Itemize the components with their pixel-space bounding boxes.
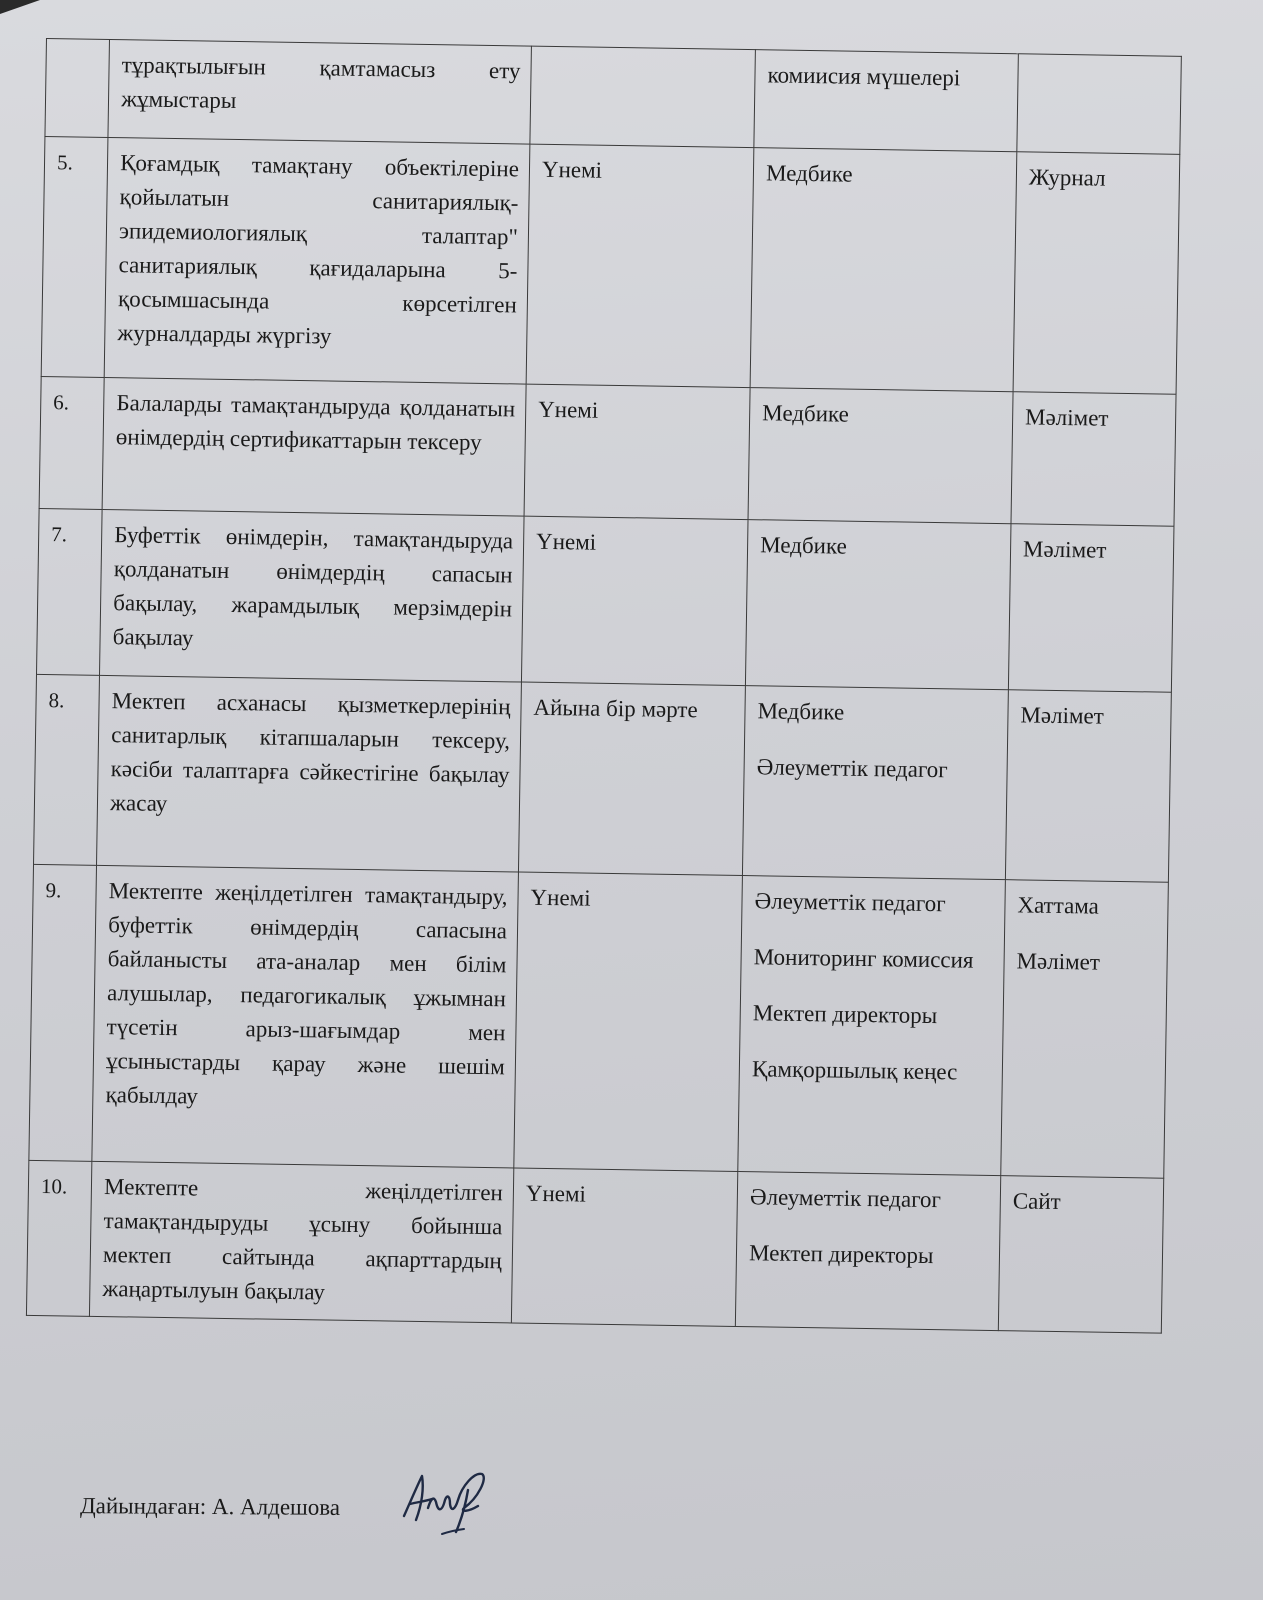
result-form: Мәлімет — [1016, 948, 1101, 975]
period-cell — [521, 516, 748, 686]
table-row — [34, 674, 1172, 882]
result-form-cell — [1011, 392, 1176, 527]
table-row — [29, 864, 1169, 1178]
period-cell — [518, 682, 745, 875]
result-form-cell — [998, 1176, 1163, 1334]
responsible-person: Әлеуметтік педагог — [749, 1184, 942, 1213]
responsible-cell — [738, 876, 1005, 1176]
responsible-person: Мектеп директоры — [752, 1000, 938, 1029]
period-cell — [526, 144, 754, 387]
responsible-person: комиисия мүшелері — [767, 62, 961, 91]
row-number-cell — [41, 136, 108, 377]
result-form-cell — [1017, 54, 1182, 155]
row-number-cell — [45, 39, 110, 138]
row-number: 7. — [51, 522, 68, 547]
row-number-cell — [39, 376, 104, 509]
activity-description-cell — [104, 137, 530, 384]
activity-description-cell — [97, 675, 522, 872]
activity-description: Мектеп асханасы қызметкерлерінің санитарлық кітапшаларын тексеру, кәсіби талаптарға сәйкестігіне бақылау жасау — [109, 688, 511, 816]
responsible-person: Медбике — [765, 160, 853, 187]
responsible-person: Әлеуметтік педагог — [754, 888, 946, 917]
activity-description: Балаларды тамақтандыруда қолданатын өнімдердің сертификаттарын тексеру — [115, 390, 516, 455]
result-form: Хаттама — [1017, 892, 1100, 919]
responsible-person: Медбике — [762, 400, 850, 427]
activity-description: Қоғамдық тамақтану объектілеріне қойылатын санитариялық-эпидемиологиялық талаптар" санитариялық қағидаларына 5-қосымшасында көрсетілген журналдарды жүргізу — [117, 150, 520, 349]
result-form: Мәлімет — [1020, 702, 1104, 729]
result-form: Мәлімет — [1024, 404, 1109, 431]
result-form: Журнал — [1028, 164, 1106, 191]
result-form-cell — [1005, 690, 1171, 883]
row-number: 5. — [56, 150, 73, 175]
period-text: Үнемі — [535, 528, 597, 555]
result-form: Сайт — [1012, 1188, 1061, 1215]
activity-description-cell — [108, 39, 531, 144]
responsible-person: Қамқоршылық кеңес — [751, 1056, 958, 1085]
period-text — [544, 55, 745, 58]
responsible-cell — [735, 1172, 1000, 1331]
result-form-cell — [1008, 524, 1174, 693]
result-form-cell — [1001, 880, 1169, 1179]
activity-description: Мектепте жеңілдетілген тамақтандыруды ұсыну бойынша мектеп сайтында ақпарттардың жаңартылуын бақылау — [102, 1174, 504, 1305]
row-number: 10. — [40, 1174, 68, 1199]
result-form: Мәлімет — [1022, 536, 1107, 563]
activity-description-cell — [90, 1161, 514, 1323]
period-text: Үнемі — [537, 396, 599, 423]
responsible-cell — [750, 148, 1017, 392]
responsible-person: Медбике — [760, 532, 847, 559]
responsible-person: Мониторинг комиссия — [753, 944, 974, 973]
period-cell — [530, 46, 756, 148]
period-cell — [524, 384, 750, 520]
responsible-cell — [748, 388, 1013, 524]
monitoring-plan-table — [26, 38, 1182, 1334]
period-cell — [514, 872, 743, 1171]
responsible-person: Әлеуметтік педагог — [756, 754, 948, 783]
responsible-person: Мектеп директоры — [748, 1240, 934, 1269]
period-text: Айына бір мәрте — [533, 694, 698, 723]
period-cell — [511, 1168, 738, 1327]
signature-icon — [398, 1468, 498, 1540]
row-number: 8. — [48, 688, 65, 713]
activity-description: Буфеттік өнімдерін, тамақтандыруда қолданатын өнімдердің сапасын бақылау, жарамдылық мерзімдерін бақылау — [112, 522, 514, 651]
table-row — [37, 508, 1174, 692]
row-number-cell — [26, 1160, 92, 1316]
responsible-person: Медбике — [757, 698, 845, 725]
period-text: Үнемі — [530, 884, 591, 911]
row-number: 9. — [45, 878, 62, 903]
table-row — [45, 39, 1181, 155]
activity-description-cell — [102, 377, 526, 516]
responsible-cell — [754, 50, 1018, 152]
table-row — [26, 1160, 1163, 1333]
row-number-cell — [34, 674, 100, 865]
responsible-cell — [743, 686, 1009, 880]
prepared-by-line: Дайындаған: А. Алдешова — [79, 1493, 341, 1520]
page-corner-shadow — [0, 0, 40, 14]
table-row — [41, 136, 1180, 394]
table-body — [26, 39, 1181, 1334]
table-row — [39, 376, 1176, 526]
period-text: Үнемі — [541, 156, 603, 183]
period-text: Үнемі — [525, 1180, 587, 1207]
activity-description-cell — [92, 865, 518, 1168]
responsible-cell — [746, 520, 1011, 690]
row-number-cell — [37, 508, 103, 675]
row-number: 6. — [53, 390, 70, 415]
activity-description-cell — [100, 509, 524, 682]
result-form-cell — [1013, 152, 1180, 395]
row-number — [59, 47, 99, 48]
row-number-cell — [29, 864, 97, 1161]
activity-description: Мектепте жеңілдетілген тамақтандыру, буфеттік өнімдердің сапасына байланысты ата-аналар мен білім алушылар, педагогикалық ұжымнан түсетін арыз-шағымдар мен ұсыныстарды қарау және шешім қабылдау — [105, 878, 508, 1109]
activity-description: тұрақтылығын қамтамасыз ету жұмыстары — [121, 52, 521, 113]
